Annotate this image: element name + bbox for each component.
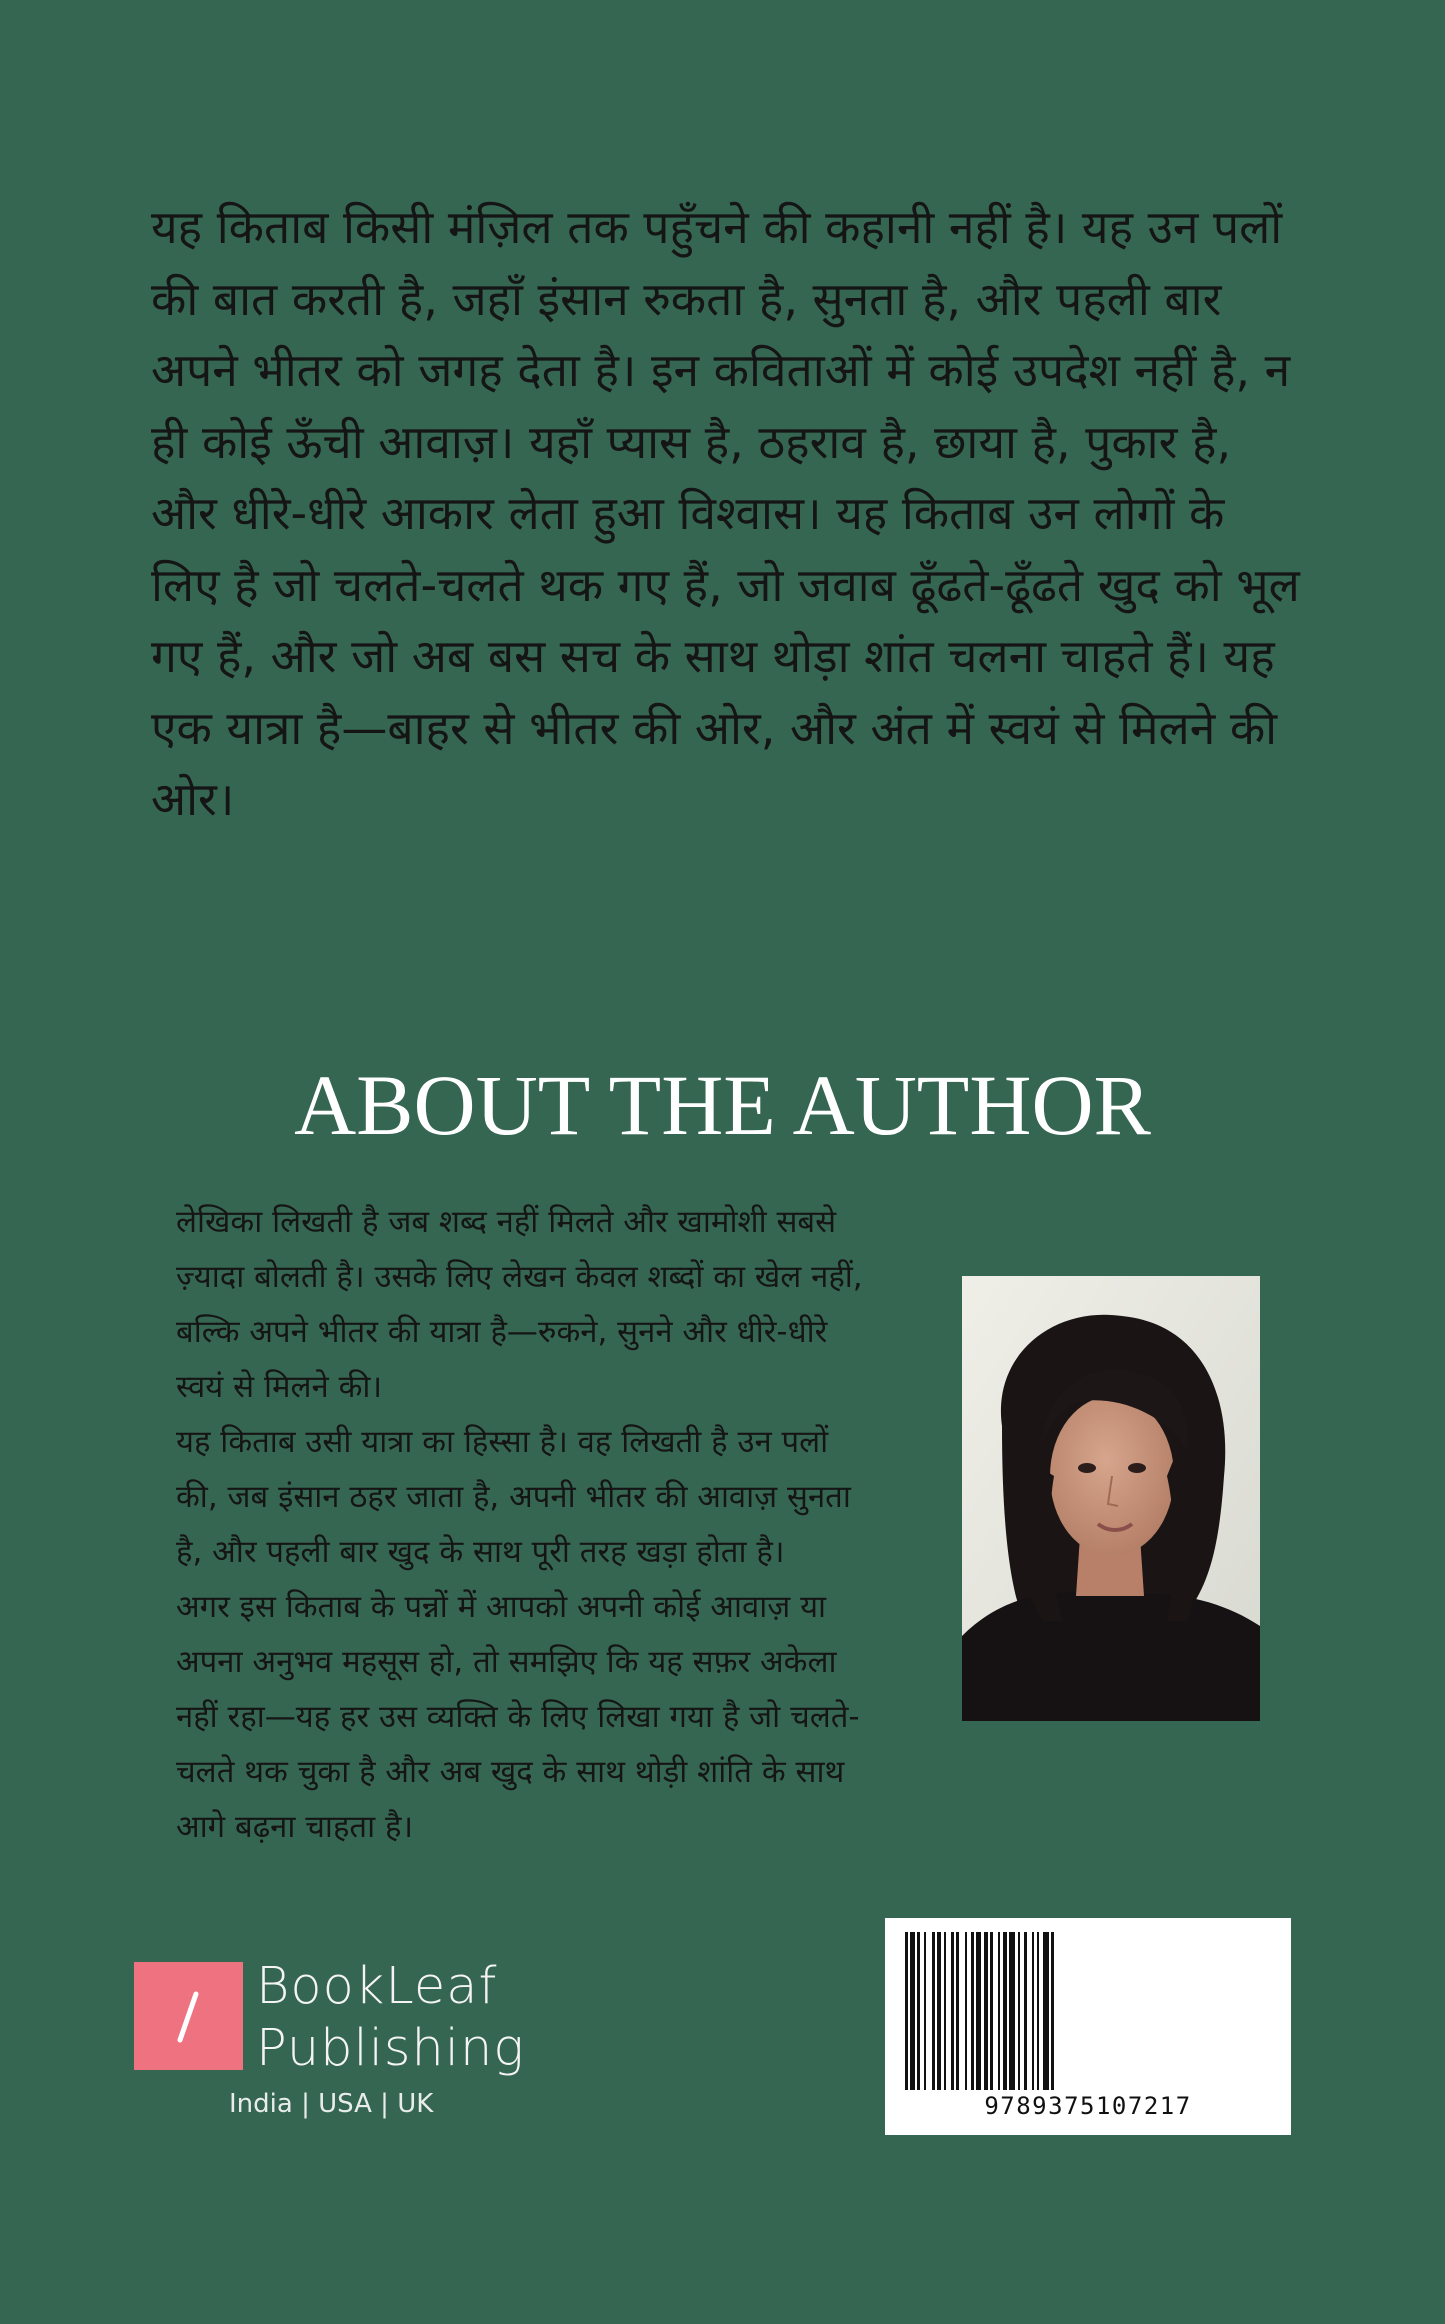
barcode-icon xyxy=(903,1932,1273,2090)
isbn-number: 9789375107217 xyxy=(984,2092,1192,2120)
author-photo xyxy=(962,1276,1260,1721)
publisher-logo xyxy=(134,1957,554,2132)
publisher-name xyxy=(256,1956,525,2080)
author-bio-paragraph: अगर इस किताब के पन्नों में आपको अपनी कोई आवाज़ या अपना अनुभव महसूस हो, तो समझिए कि यह सफ़र अकेला नहीं रहा—यह हर उस व्यक्ति के लिए लिखा गया है जो चलते-चलते थक चुका है और अब खुद के साथ थोड़ी शांति के साथ आगे बढ़ना चाहता है। xyxy=(176,1589,860,1845)
author-bio xyxy=(176,1195,866,1855)
about-the-author-heading: ABOUT THE AUTHOR xyxy=(294,1057,1151,1153)
slash-logo-icon xyxy=(134,1962,243,2070)
back-cover-blurb: यह किताब किसी मंज़िल तक पहुँचने की कहानी नहीं है। यह उन पलों की बात करती है, जहाँ इंसान रुकता है, सुनता है, और पहली बार अपने भीतर को जगह देता है। इन कविताओं में कोई उपदेश नहीं है, न ही कोई ऊँची आवाज़। यहाँ प्यास है, ठहराव है, छाया है, पुकार है, और धीरे-धीरे आकार लेता हुआ विश्वास। यह किताब उन लोगों के लिए है जो चलते-चलते थक गए हैं, जो जवाब ढूँढते-ढूँढते खुद को भूल गए हैं, और जो अब बस सच के साथ थोड़ा शांत चलना चाहते हैं। यह एक यात्रा है—बाहर से भीतर की ओर, और अंत में स्वयं से मिलने की ओर। xyxy=(151,200,1300,826)
publisher-regions: India | USA | UK xyxy=(229,2089,434,2119)
publisher-name-line2: Publishing xyxy=(256,2019,525,2078)
author-bio-paragraph: यह किताब उसी यात्रा का हिस्सा है। वह लिखती है उन पलों की, जब इंसान ठहर जाता है, अपनी भीतर की आवाज़ सुनता है, और पहली बार खुद के साथ पूरी तरह खड़ा होता है। xyxy=(176,1424,851,1570)
isbn-barcode xyxy=(885,1918,1291,2135)
author-bio-paragraph: लेखिका लिखती है जब शब्द नहीं मिलते और खामोशी सबसे ज़्यादा बोलती है। उसके लिए लेखन केवल शब्दों का खेल नहीं, बल्कि अपने भीतर की यात्रा है—रुकने, सुनने और धीरे-धीरे स्वयं से मिलने की। xyxy=(176,1204,863,1405)
publisher-name-line1: BookLeaf xyxy=(256,1957,498,2016)
